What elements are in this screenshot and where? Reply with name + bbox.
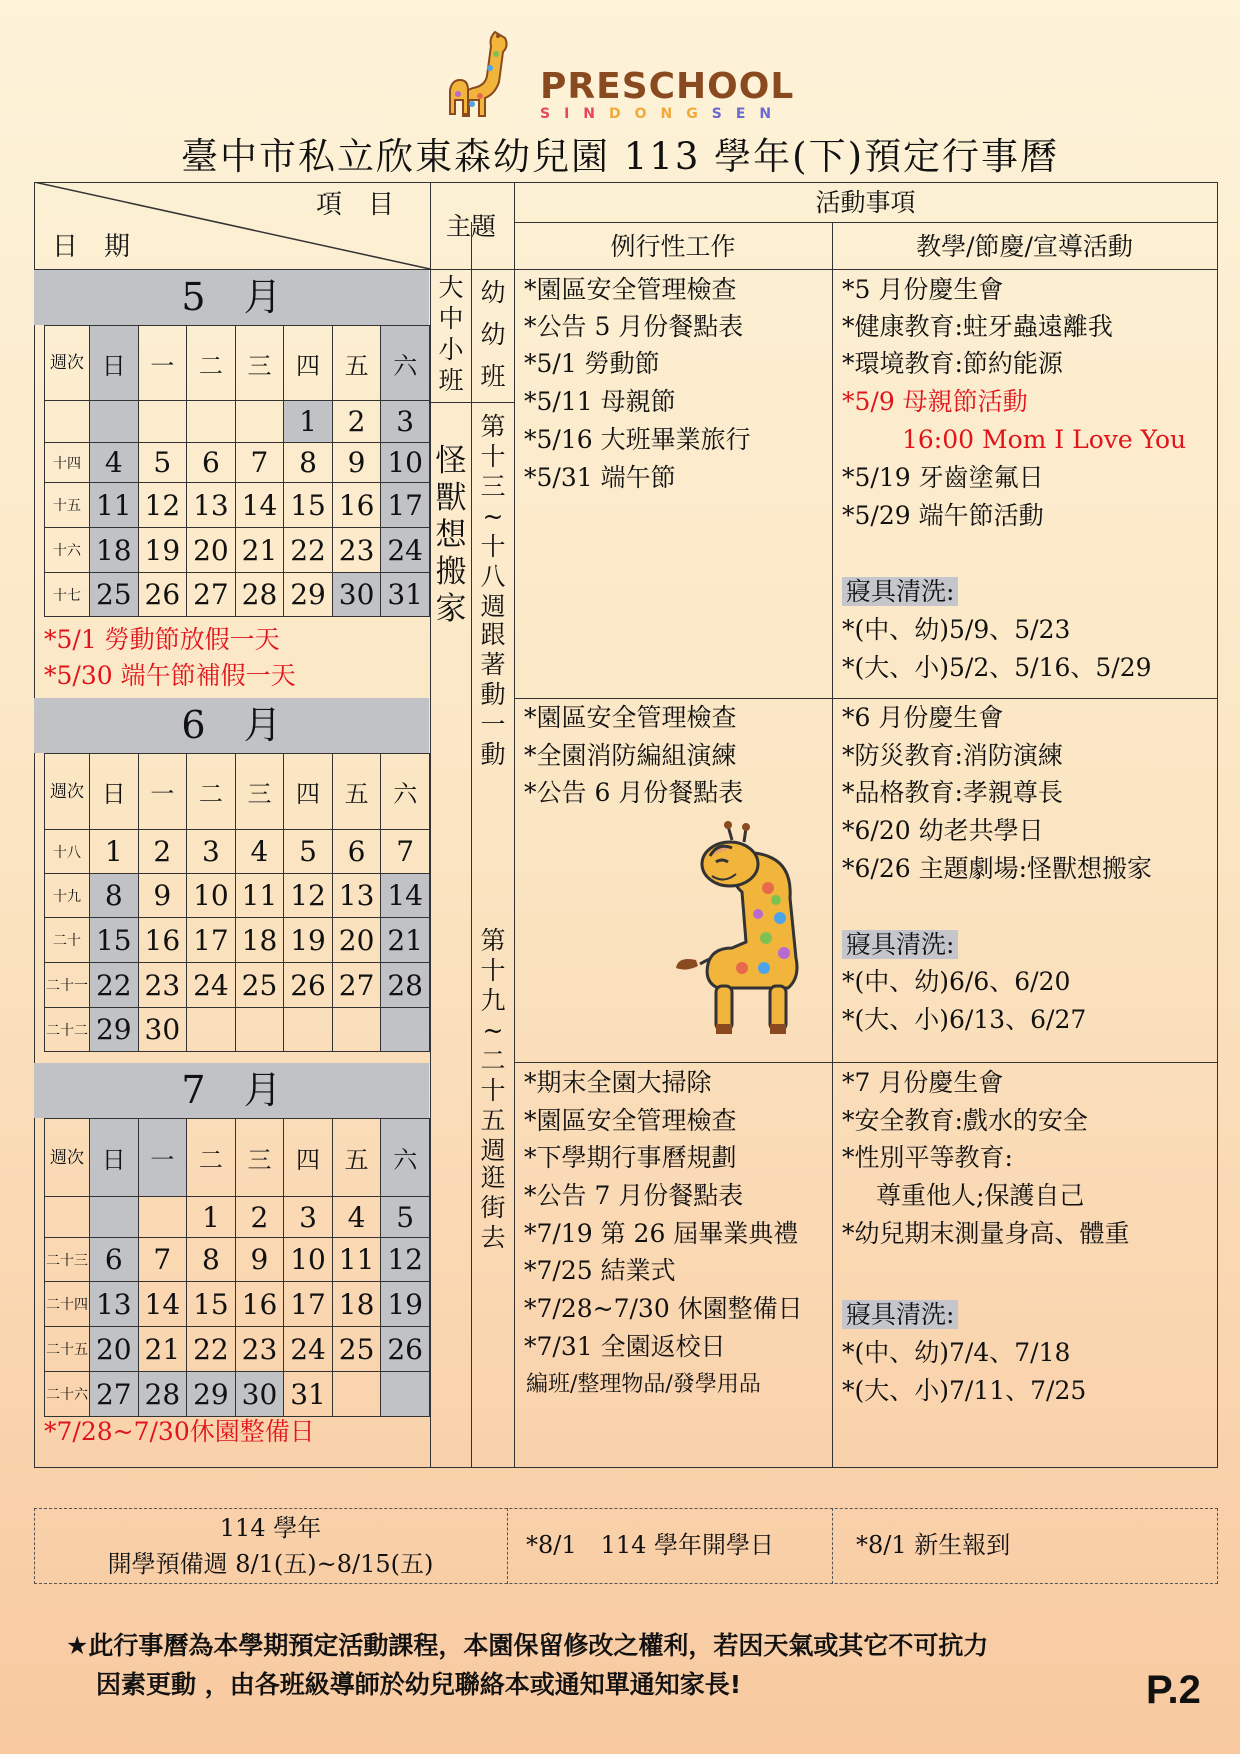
may-bedding-2: *(大、小)5/2、5/16、5/29 [842,653,1152,682]
may-teaching-5: *5/29 端午節活動 [842,501,1044,530]
weekday-cell: 一 [138,1119,187,1197]
week-row [45,443,430,483]
day-cell: 7 [138,1238,187,1282]
may-teaching-3: *環境教育:節約能源 [842,349,1063,378]
july-bedding-1: *(中、幼)7/4、7/18 [842,1338,1071,1367]
week-row [45,1327,430,1372]
weekday-cell: 五 [332,754,381,830]
frame-bottom [34,1467,1218,1468]
day-cell: 21 [138,1327,187,1372]
may-routine-3: *5/1 勞動節 [524,349,660,378]
next-year-label: 114 學年 [219,1514,322,1542]
day-cell: 2 [138,830,187,874]
day-cell: 26 [381,1327,430,1372]
day-cell: 4 [235,830,284,874]
week-row [45,874,430,918]
june-teaching-4: *6/20 幼老共學日 [842,816,1044,845]
calendar-header-row [45,1119,430,1197]
july-teaching-5: *幼兒期末測量身高、體重 [842,1219,1130,1248]
giraffe-illustration [672,818,822,1038]
weekday-cell: 週次 [45,326,90,401]
week-number: 二十 [45,918,90,963]
week-number: 二十一 [45,963,90,1008]
day-cell [138,401,187,443]
week-row [45,1008,430,1052]
theme-weeks-b: 第十九~二十五週 [480,926,506,1165]
day-cell [90,1197,139,1238]
week-row [45,1372,430,1417]
day-cell: 27 [90,1372,139,1417]
weekday-cell: 二 [187,754,236,830]
july-routine-3: *下學期行事曆規劃 [524,1143,737,1172]
july-bedding-2: *(大、小)7/11、7/25 [842,1376,1087,1405]
weekday-cell: 六 [381,1119,430,1197]
day-cell: 8 [90,874,139,918]
week-row [45,528,430,573]
may-note-2: *5/30 端午節補假一天 [44,661,296,690]
bedding-label: 寢具清洗: [842,577,958,606]
day-cell: 22 [187,1327,236,1372]
day-cell: 1 [90,830,139,874]
next-year-start: *8/1 114 學年開學日 [526,1531,775,1559]
may-teaching-2: *健康教育:蛀牙蟲遠離我 [842,312,1113,341]
weekday-cell: 三 [235,1119,284,1197]
day-cell [187,401,236,443]
week-number: 二十四 [45,1282,90,1327]
day-cell: 9 [138,874,187,918]
day-cell: 21 [381,918,430,963]
brand-sub-3: SEN [711,106,786,122]
may-teaching-red-1: *5/9 母親節活動 [842,387,1028,416]
day-cell: 20 [187,528,236,573]
day-cell: 20 [90,1327,139,1372]
day-cell: 1 [187,1197,236,1238]
day-cell: 21 [235,528,284,573]
weekday-cell: 六 [381,754,430,830]
week-number: 十五 [45,483,90,528]
day-cell: 25 [332,1327,381,1372]
bedding-label: 寢具清洗: [842,930,958,959]
header-date: 日 期 [52,232,131,262]
day-cell: 5 [381,1197,430,1238]
day-cell: 8 [187,1238,236,1282]
july-routine-4: *公告 7 月份餐點表 [524,1181,744,1210]
week-row [45,1197,430,1238]
day-cell: 24 [381,528,430,573]
weekday-cell: 週次 [45,1119,90,1197]
day-cell: 6 [90,1238,139,1282]
day-cell: 9 [235,1238,284,1282]
day-cell: 28 [235,573,284,617]
day-cell: 5 [138,443,187,483]
day-cell: 25 [235,963,284,1008]
day-cell [187,1008,236,1052]
day-cell: 15 [187,1282,236,1327]
week-number: 十六 [45,528,90,573]
day-cell: 13 [187,483,236,528]
july-routine-1: *期末全園大掃除 [524,1068,712,1097]
week-row [45,1282,430,1327]
july-bedding-label [842,1296,958,1333]
day-cell: 3 [284,1197,333,1238]
week-row [45,918,430,963]
header-activities-split [514,222,1217,223]
day-cell: 28 [381,963,430,1008]
day-cell: 23 [138,963,187,1008]
week-row [45,963,430,1008]
may-routine-4: *5/11 母親節 [524,387,676,416]
weekday-cell: 一 [138,754,187,830]
week-number: 十八 [45,830,90,874]
footnote-line-2: 因素更動 ，由各班級導師於幼兒聯絡本或通知單通知家長! [96,1670,742,1699]
day-cell: 5 [284,830,333,874]
week-number: 二十五 [45,1327,90,1372]
day-cell: 13 [90,1282,139,1327]
day-cell: 18 [90,528,139,573]
day-cell: 30 [235,1372,284,1417]
theme-class-split [430,402,514,403]
june-bedding-2: *(大、小)6/13、6/27 [842,1005,1087,1034]
next-year-newcomers: *8/1 新生報到 [856,1531,1011,1559]
frame-left [34,182,35,1467]
day-cell: 22 [90,963,139,1008]
day-cell: 2 [235,1197,284,1238]
day-cell: 30 [138,1008,187,1052]
day-cell: 3 [187,830,236,874]
day-cell [235,1008,284,1052]
july-routine-2: *園區安全管理檢查 [524,1106,737,1135]
day-cell: 26 [284,963,333,1008]
day-cell: 16 [332,483,381,528]
day-cell [381,1372,430,1417]
month-label-june: 6 月 [34,698,429,753]
header-theme: 主題 [446,212,497,241]
day-cell [138,1197,187,1238]
brand-sub-1: SIN [540,106,610,122]
bedding-label: 寢具清洗: [842,1300,958,1329]
day-cell: 25 [90,573,139,617]
week-number: 二十六 [45,1372,90,1417]
week-number: 十九 [45,874,90,918]
day-cell: 29 [187,1372,236,1417]
day-cell: 17 [187,918,236,963]
july-routine-5: *7/19 第 26 屆畢業典禮 [524,1219,799,1248]
next-year-divider-2 [832,1508,833,1584]
july-routine-6: *7/25 結業式 [524,1256,676,1285]
month-label-july: 7 月 [34,1063,429,1118]
june-teaching-3: *品格教育:孝親尊長 [842,778,1063,807]
day-cell: 11 [90,483,139,528]
day-cell: 22 [284,528,333,573]
weekday-cell: 五 [332,326,381,401]
row-june-july [514,1062,1217,1063]
may-teaching-4: *5/19 牙齒塗氟日 [842,463,1044,492]
day-cell: 30 [332,573,381,617]
day-cell: 15 [284,483,333,528]
day-cell: 10 [187,874,236,918]
weekday-cell: 日 [90,754,139,830]
header-routine: 例行性工作 [610,232,736,261]
weekday-cell: 週次 [45,754,90,830]
day-cell: 2 [332,401,381,443]
june-routine-1: *園區安全管理檢查 [524,703,737,732]
day-cell: 26 [138,573,187,617]
june-bedding-label [842,926,958,963]
july-note-1: *7/28~7/30休園整備日 [44,1417,315,1446]
week-row [45,1238,430,1282]
week-row [45,483,430,528]
theme-class-right: 幼幼班 [480,278,506,391]
footnote-line-1: ★此行事曆為本學期預定活動課程，本園保留修改之權利，若因天氣或其它不可抗力 [66,1631,989,1660]
day-cell: 23 [235,1327,284,1372]
header-activities: 活動事項 [815,188,916,217]
day-cell: 27 [332,963,381,1008]
page-number: P.2 [1146,1668,1201,1712]
weekday-cell: 一 [138,326,187,401]
june-bedding-1: *(中、幼)6/6、6/20 [842,967,1071,996]
day-cell: 19 [381,1282,430,1327]
day-cell: 12 [138,483,187,528]
day-cell: 6 [187,443,236,483]
preschool-logo [440,28,800,124]
brand-sub-2: DONG [609,106,712,122]
weekday-cell: 日 [90,1119,139,1197]
july-teaching-2: *安全教育:戲水的安全 [842,1106,1088,1135]
july-routine-7: *7/28~7/30 休園整備日 [524,1294,803,1323]
day-cell: 7 [235,443,284,483]
week-number [45,1197,90,1238]
day-cell: 9 [332,443,381,483]
day-cell: 27 [187,573,236,617]
may-routine-6: *5/31 端午節 [524,463,676,492]
june-teaching-2: *防災教育:消防演練 [842,741,1063,770]
giraffe-logo-icon [440,28,536,124]
day-cell: 20 [332,918,381,963]
weekday-cell: 三 [235,326,284,401]
day-cell [381,1008,430,1052]
weekday-cell: 五 [332,1119,381,1197]
day-cell: 12 [284,874,333,918]
day-cell: 15 [90,918,139,963]
day-cell: 16 [235,1282,284,1327]
day-cell: 10 [381,443,430,483]
theme-class-left: 大中小班 [438,273,464,395]
weekday-cell: 四 [284,1119,333,1197]
next-year-prep: 開學預備週 8/1(五)~8/15(五) [107,1550,434,1578]
day-cell: 12 [381,1238,430,1282]
may-bedding-label [842,573,958,610]
col-theme-mid [471,222,472,1467]
day-cell: 11 [332,1238,381,1282]
july-teaching-4: 尊重他人;保護自己 [876,1181,1085,1210]
col-activities-left [514,182,515,1467]
june-teaching-5: *6/26 主題劇場:怪獸想搬家 [842,854,1153,883]
day-cell: 19 [284,918,333,963]
may-teaching-1: *5 月份慶生會 [842,275,1004,304]
theme-weeks-b-name: 逛街去 [480,1163,506,1252]
day-cell: 19 [138,528,187,573]
june-routine-3: *公告 6 月份餐點表 [524,778,744,807]
day-cell [284,1008,333,1052]
day-cell: 11 [235,874,284,918]
day-cell: 31 [284,1372,333,1417]
weekday-cell: 二 [187,1119,236,1197]
weekday-cell: 日 [90,326,139,401]
week-number: 二十二 [45,1008,90,1052]
day-cell [332,1372,381,1417]
calendar-header-row [45,754,430,830]
week-row [45,573,430,617]
june-teaching-1: *6 月份慶生會 [842,703,1004,732]
weekday-cell: 六 [381,326,430,401]
week-number: 十四 [45,443,90,483]
month-label-may: 5 月 [34,270,429,325]
day-cell: 31 [381,573,430,617]
weekday-cell: 四 [284,326,333,401]
theme-weeks-a: 第十三~十八週 [480,412,506,621]
day-cell: 13 [332,874,381,918]
weekday-cell: 二 [187,326,236,401]
week-number: 十七 [45,573,90,617]
day-cell: 24 [187,963,236,1008]
july-teaching-3: *性別平等教育: [842,1143,1013,1172]
day-cell: 18 [235,918,284,963]
brand-text: PRESCHOOL [540,66,795,107]
day-cell: 23 [332,528,381,573]
col-theme-left [430,182,431,1467]
may-routine-5: *5/16 大班畢業旅行 [524,425,751,454]
weekday-cell: 四 [284,754,333,830]
day-cell: 8 [284,443,333,483]
day-cell: 17 [284,1282,333,1327]
day-cell: 17 [381,483,430,528]
col-activities-mid [832,222,833,1467]
may-note-1: *5/1 勞動節放假一天 [44,625,280,654]
week-number [45,401,90,443]
week-number: 二十三 [45,1238,90,1282]
page-title: 臺中市私立欣東森幼兒園 113 學年(下)預定行事曆 [180,135,1059,178]
day-cell [235,401,284,443]
brand-subtitle [540,106,785,122]
calendar-header-row [45,326,430,401]
day-cell: 28 [138,1372,187,1417]
weekday-cell: 三 [235,754,284,830]
theme-weeks-a-name: 跟著動一動 [480,620,506,769]
july-routine-small: 編班/整理物品/發學用品 [526,1372,761,1397]
theme-name: 怪獸想搬家 [435,443,467,627]
june-routine-2: *全園消防編組演練 [524,741,737,770]
header-teaching: 教學/節慶/宣導活動 [916,232,1133,261]
day-cell: 10 [284,1238,333,1282]
day-cell: 7 [381,830,430,874]
calendar-may [44,325,430,617]
july-teaching-1: *7 月份慶生會 [842,1068,1004,1097]
day-cell: 29 [284,573,333,617]
day-cell: 4 [332,1197,381,1238]
day-cell: 6 [332,830,381,874]
calendar-june [44,753,430,1052]
day-cell: 24 [284,1327,333,1372]
day-cell: 29 [90,1008,139,1052]
july-routine-8: *7/31 全園返校日 [524,1332,726,1361]
may-routine-1: *園區安全管理檢查 [524,275,737,304]
week-row [45,830,430,874]
frame-right [1217,182,1218,1467]
day-cell: 3 [381,401,430,443]
day-cell: 1 [284,401,333,443]
header-item: 項 目 [316,190,395,220]
day-cell: 16 [138,918,187,963]
may-bedding-1: *(中、幼)5/9、5/23 [842,615,1071,644]
day-cell: 4 [90,443,139,483]
week-row [45,401,430,443]
day-cell: 14 [235,483,284,528]
calendar-july [44,1118,430,1417]
day-cell [332,1008,381,1052]
may-teaching-red-2: 16:00 Mom I Love You [902,425,1187,454]
may-routine-2: *公告 5 月份餐點表 [524,312,744,341]
day-cell [90,401,139,443]
next-year-divider-1 [507,1508,508,1584]
day-cell: 18 [332,1282,381,1327]
day-cell: 14 [381,874,430,918]
day-cell: 14 [138,1282,187,1327]
